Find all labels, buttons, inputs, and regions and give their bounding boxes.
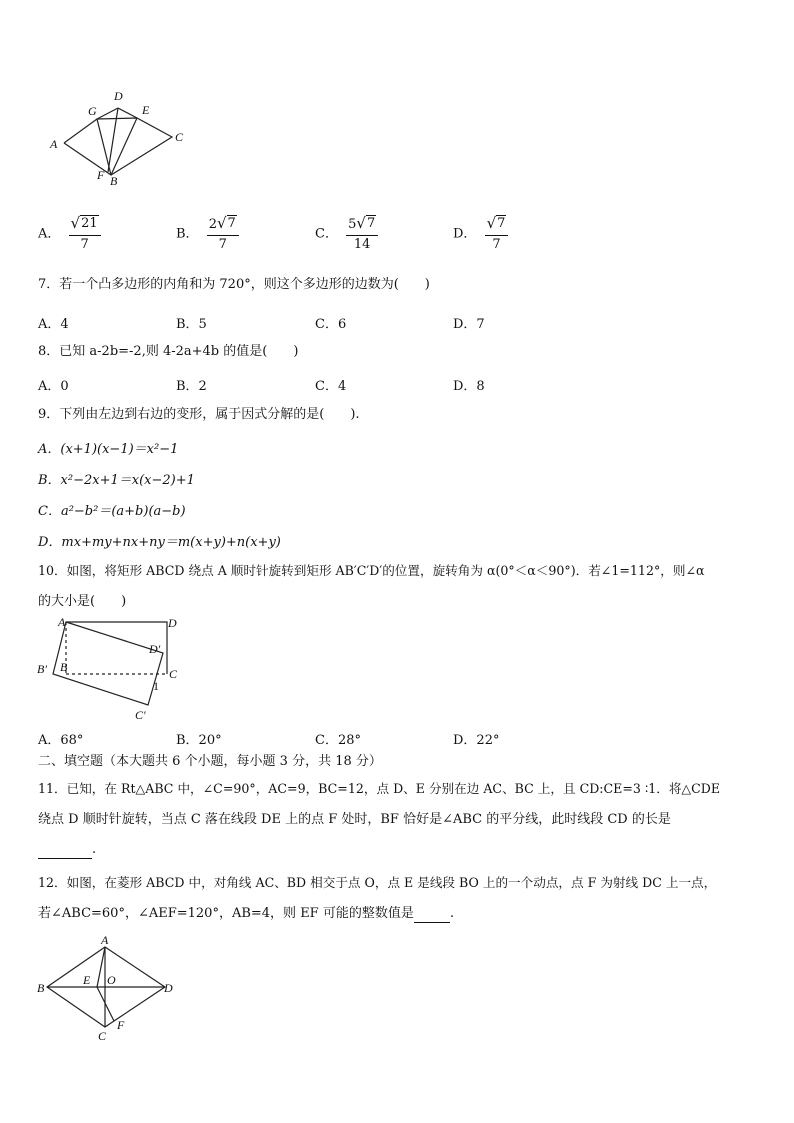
figure-2-diagram: [34, 612, 194, 724]
fig3-label-A: A: [101, 933, 109, 947]
q11-stem-line2: 绕点 D 顺时针旋转，当点 C 落在线段 DE 上的点 F 处时，BF 恰好是∠ABC 的平分线，此时线段 CD 的长是: [38, 812, 671, 827]
q10-stem-line2: 的大小是( ): [38, 594, 127, 609]
q12-stem-line2: 若∠ABC=60°，∠AEF=120°，AB=4，则 EF 可能的整数值是 .: [38, 906, 454, 921]
q10-option-a[interactable]: A．68°: [38, 733, 84, 748]
fig3-label-O: O: [107, 973, 116, 987]
fig1-label-D: D: [114, 89, 123, 103]
fig3-label-D: D: [164, 981, 173, 995]
q11-answer-blank[interactable]: [38, 842, 92, 859]
q7-option-c[interactable]: C．6: [315, 317, 347, 332]
figure-3-diagram: [34, 932, 184, 1046]
q6-option-b[interactable]: B． 2 √ 7 7: [176, 214, 239, 254]
q6-option-d[interactable]: D． √ 7 7: [453, 214, 508, 254]
q9-option-c[interactable]: C．a²−b²＝(a+b)(a−b): [38, 504, 186, 519]
q6-option-c[interactable]: C． 5 √ 7 14: [315, 214, 378, 254]
fig1-label-G: G: [88, 104, 97, 118]
q7-option-d[interactable]: D．7: [453, 317, 485, 332]
q9-option-d[interactable]: D．mx+my+nx+ny＝m(x+y)+n(x+y): [38, 535, 281, 550]
fig3-label-C: C: [98, 1029, 107, 1043]
q8-option-a[interactable]: A．0: [38, 379, 69, 394]
q11-stem-line1: 11．已知，在 Rt△ABC 中，∠C=90°，AC=9，BC=12，点 D、E 分别在边 AC、BC 上，且 CD:CE=3 ∶1．将△CDE: [38, 781, 721, 796]
fig3-label-B: B: [37, 981, 45, 995]
q12-answer-blank[interactable]: [414, 906, 450, 923]
q8-stem: 8．已知 a-2b=-2,则 4-2a+4b 的值是( ): [38, 344, 299, 359]
q7-stem: 7．若一个凸多边形的内角和为 720°，则这个多边形的边数为( ): [38, 277, 430, 292]
section-2-heading: 二、填空题（本大题共 6 个小题，每小题 3 分，共 18 分）: [38, 754, 382, 769]
fig2-label-1: 1: [153, 679, 159, 693]
q8-option-d[interactable]: D．8: [453, 379, 485, 394]
figure-1-diagram: [40, 84, 200, 194]
fig3-label-F: F: [117, 1018, 125, 1032]
fig2-label-Cprime: C′: [135, 708, 146, 722]
q9-stem: 9．下列由左边到右边的变形，属于因式分解的是( ).: [38, 407, 360, 422]
q10-option-c[interactable]: C．28°: [315, 733, 361, 748]
q7-option-b[interactable]: B．5: [176, 317, 207, 332]
fig2-label-C: C: [169, 667, 178, 681]
fig3-label-E: E: [83, 973, 91, 987]
q8-option-c[interactable]: C．4: [315, 379, 347, 394]
q10-option-b[interactable]: B．20°: [176, 733, 222, 748]
q12-stem-line1: 12．如图，在菱形 ABCD 中，对角线 AC、BD 相交于点 O，点 E 是线段 BO 上的一个动点，点 F 为射线 DC 上一点，: [38, 875, 717, 890]
fig2-label-B: B: [60, 660, 68, 674]
fig2-label-D: D: [168, 616, 177, 630]
q9-option-a[interactable]: A．(x+1)(x−1)＝x²−1: [38, 442, 179, 457]
fig2-label-Dprime: D′: [149, 642, 161, 656]
q10-option-d[interactable]: D．22°: [453, 733, 500, 748]
fig1-label-F: F: [97, 168, 105, 182]
fig1-label-A: A: [50, 137, 58, 151]
q10-stem-line1: 10．如图，将矩形 ABCD 绕点 A 顺时针旋转到矩形 AB′C′D′的位置，旋转角为 α(0°＜α＜90°)．若∠1=112°，则∠α: [38, 563, 705, 578]
fig2-label-Bprime: B′: [37, 662, 47, 676]
q6-option-a[interactable]: A． √ 21 7: [38, 214, 101, 254]
fig2-label-A: A: [58, 615, 66, 629]
q7-option-a[interactable]: A．4: [38, 317, 69, 332]
q11-answer-line: .: [38, 842, 96, 859]
fig1-label-B: B: [110, 174, 118, 188]
fig1-label-E: E: [142, 103, 150, 117]
fig1-label-C: C: [175, 130, 184, 144]
q8-option-b[interactable]: B．2: [176, 379, 207, 394]
q9-option-b[interactable]: B．x²−2x+1＝x(x−2)+1: [38, 473, 195, 488]
